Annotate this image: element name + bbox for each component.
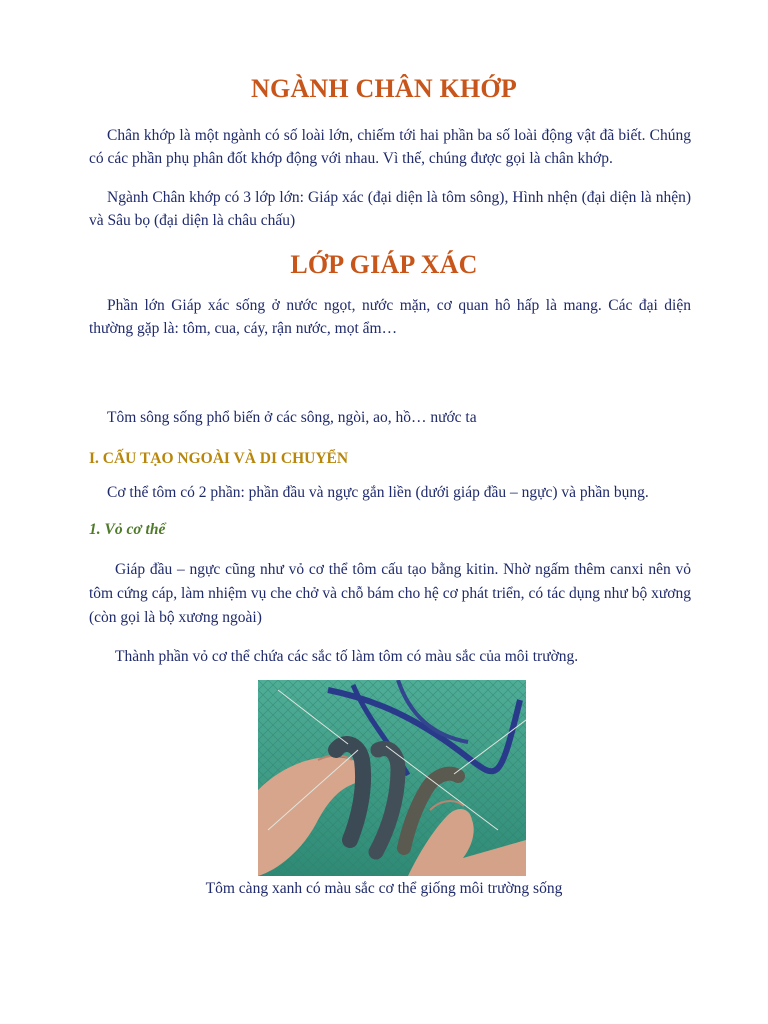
crustacea-paragraph: Phần lớn Giáp xác sống ở nước ngọt, nước mặn, cơ quan hô hấp là mang. Các đại diện thường gặp là: tôm, cua, cáy, rận nước, mọt ẩm… [89,297,691,337]
shell-paragraph: Giáp đầu – ngực cũng như vỏ cơ thể tôm cấu tạo bằng kitin. Nhờ ngấm thêm canxi nên vỏ tôm cứng cáp, làm nhiệm vụ che chở và chỗ bám cho hệ cơ phát triển, có tác dụng như bộ xương (còn gọi là bộ xương ngoài) [89,561,691,626]
river-shrimp-paragraph: Tôm sông sống phổ biến ở các sông, ngòi, ao, hồ… nước ta [107,409,477,426]
subheading-shell: 1. Vỏ cơ thể [89,521,166,538]
intro-paragraph: Chân khớp là một ngành có số loài lớn, chiếm tới hai phần ba số loài động vật đã biết. Chúng có các phần phụ phân đốt khớp động với nhau. Vì thế, chúng được gọi là chân khớp. [89,127,691,167]
body-parts-paragraph: Cơ thể tôm có 2 phần: phần đầu và ngực gắn liền (dưới giáp đầu – ngực) và phần bụng. [107,484,649,501]
classes-paragraph: Ngành Chân khớp có 3 lớp lớn: Giáp xác (đại diện là tôm sông), Hình nhện (đại diện là nhện) và Sâu bọ (đại diện là châu chấu) [89,189,691,229]
section-heading-structure: I. CẤU TẠO NGOÀI VÀ DI CHUYỂN [89,450,349,467]
photo-caption: Tôm càng xanh có màu sắc cơ thể giống môi trường sống [205,880,563,897]
section-title-crustacea: LỚP GIÁP XÁC [290,250,478,279]
main-title: NGÀNH CHÂN KHỚP [251,74,517,103]
shrimp-photo [258,680,526,876]
pigment-paragraph: Thành phần vỏ cơ thể chứa các sắc tố làm tôm có màu sắc của môi trường. [115,648,579,665]
